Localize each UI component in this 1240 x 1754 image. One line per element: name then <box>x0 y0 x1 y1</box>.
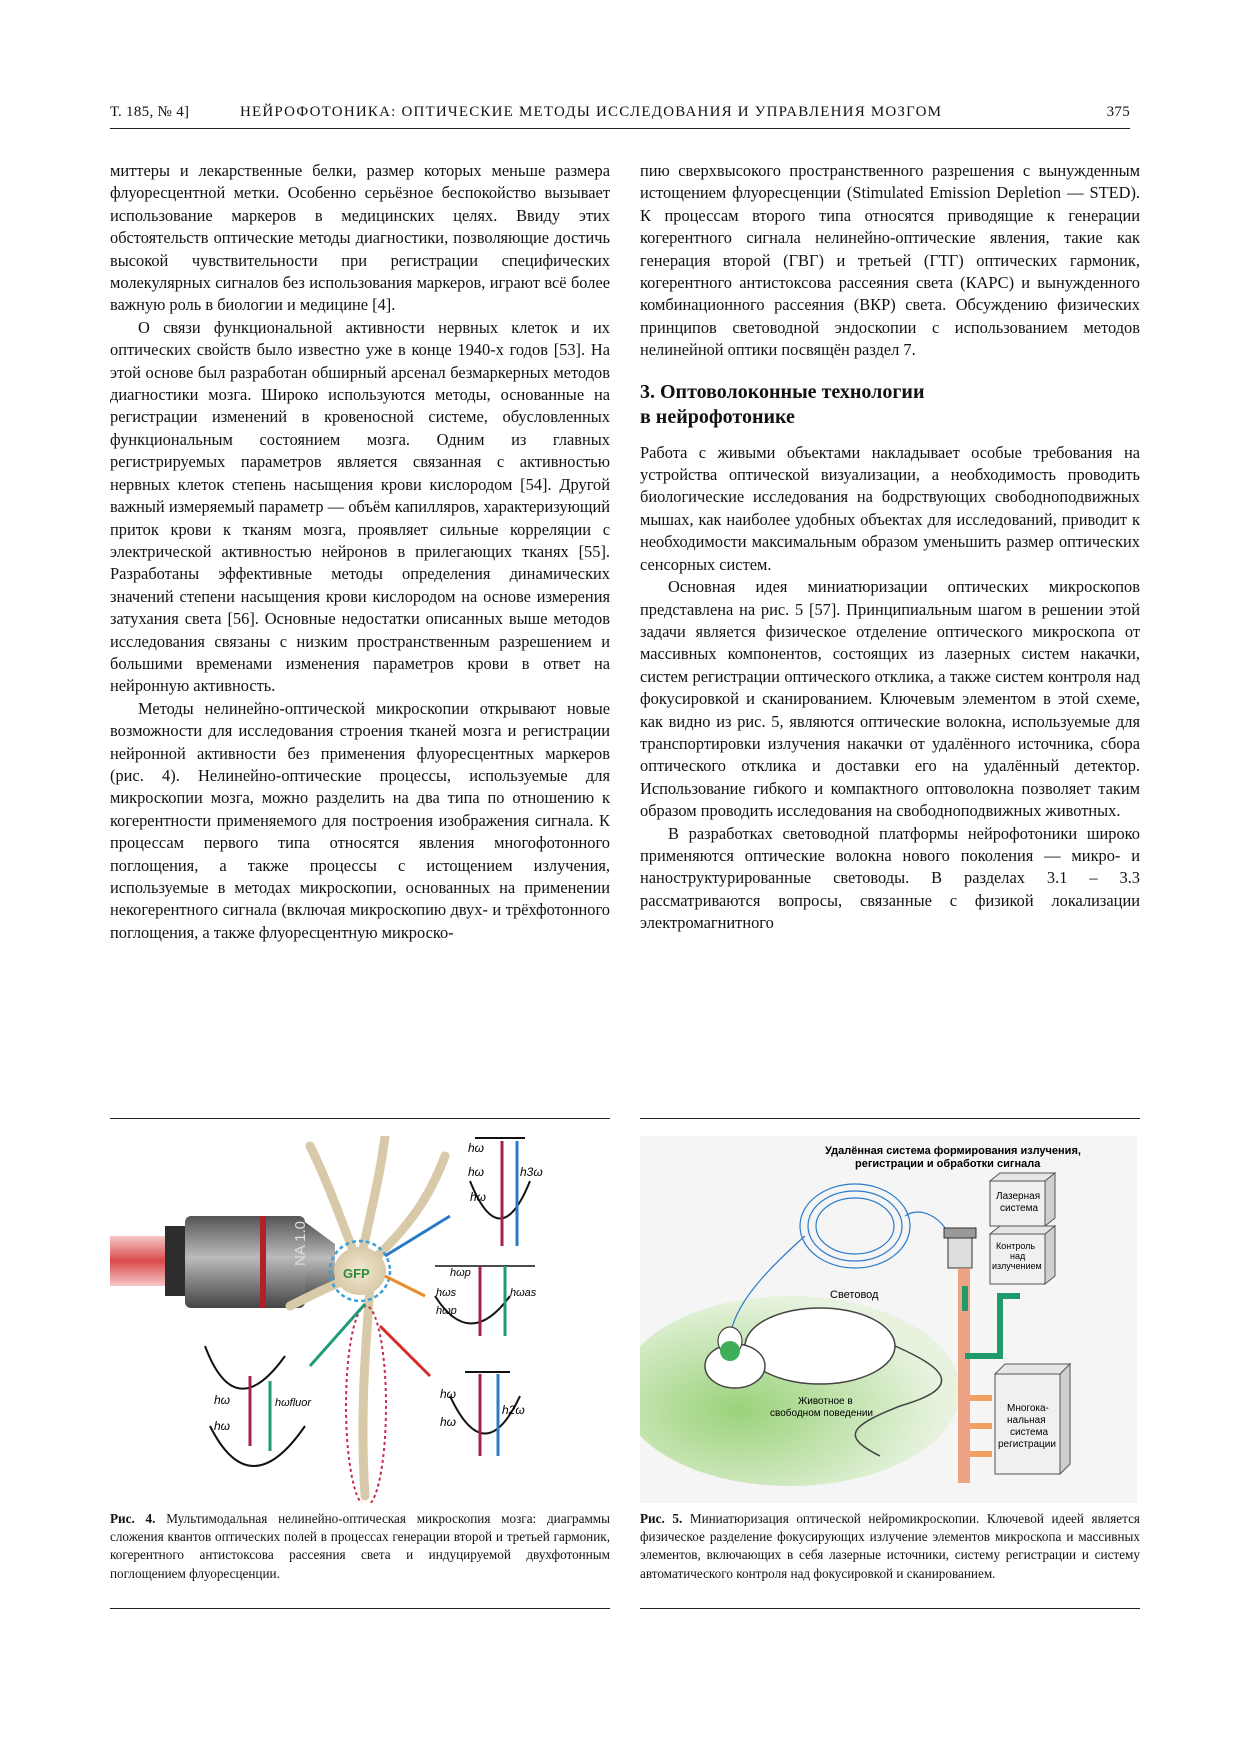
figure-4-caption <box>110 1510 610 1583</box>
paragraph: О связи функциональной активности нервных клеток и их оптических свойств было известно уже в конце 1940-х годов [53]. На этой основе был разработан обширный арсенал безмаркерных методов диагностики мозга. Широко используются методы, основанные на регистрации изменений в кровеносной системе, обусловленных функциональным состоянием мозга. Одним из главных регистрируемых параметров является связанная с активностью нервных клеток степень насыщения крови кислородом [54]. Другой важный измеряемый параметр — объём капилляров, характеризующий приток крови к тканям мозга, проявляет сильные корреляции с электрической активностью нейронов в прилегающих тканях [55]. Разработаны эффективные методы определения динамических значений степени насыщения крови кислородом на основе измерения затухания света [56]. Основные недостатки описанных выше методов исследования связаны с низким пространственным разрешением и большими временами изменения параметров крови в ответ на нейронную активность. <box>110 317 610 696</box>
laser-label: система <box>1000 1203 1039 1214</box>
label-hw: hω <box>440 1415 457 1429</box>
caption-text: Мультимодальная нелинейно-оптическая микроскопия мозга: диаграммы сложения квантов оптических полей в процессах генерации второй и третьей гармоник, когерентного антистоксова рассеяния света и индуцируемой двухфотонным поглощением флуоресценции. <box>110 1511 610 1581</box>
control-label: излучением <box>992 1261 1042 1271</box>
fluorescence-energy-diagram <box>205 1346 312 1466</box>
label-hws: hωs <box>436 1287 457 1299</box>
multichannel-detection-box <box>995 1364 1070 1474</box>
label-hw: hω <box>468 1141 485 1155</box>
label-hw: hω <box>470 1190 487 1204</box>
label-hwfluor: hωfluor <box>275 1397 312 1409</box>
paragraph: В разработках световодной платформы нейрофотоники широко применяются оптические волокна нового поколения — микро- и наноструктурированные световоды. В разделах 3.1 – 3.3 рассматриваются вопросы, связанные с физикой локализации электромагнитного <box>640 823 1140 933</box>
animal-label: Животное в <box>798 1396 853 1407</box>
label-hw: hω <box>214 1419 231 1433</box>
section-heading-line: 3. Оптоволоконные технологии <box>640 380 925 403</box>
detection-label: нальная <box>1007 1415 1046 1426</box>
caption-label: Рис. 5. <box>640 1511 683 1526</box>
section-heading-line: в нейрофотонике <box>640 405 795 428</box>
caption-text: Миниатюризация оптической нейромикроскопии. Ключевой идеей является физическое разделение фокусирующих излучение элементов микроскопа и массивных элементов, включающих в себя лазерные источники, систему регистрации и систему автоматического контроля над фокусировкой и сканированием. <box>640 1511 1140 1581</box>
label-h3w: h3ω <box>520 1165 543 1179</box>
detection-label: система <box>1010 1427 1049 1438</box>
caption-label: Рис. 4. <box>110 1511 156 1526</box>
control-label: над <box>1010 1251 1026 1261</box>
laser-system-box <box>990 1173 1055 1226</box>
control-box <box>990 1226 1055 1284</box>
section-heading <box>640 380 1140 430</box>
caption-rule <box>110 1608 610 1609</box>
paragraph: Основная идея миниатюризации оптических микроскопов представлена на рис. 5 [57]. Принципиальным шагом в решении этой задачи является физическое отделение оптического микроскопа от массивных компонентов, состоящих из лазерных систем накачки, систем регистрации оптического отклика, а также систем контроля над фокусировкой и сканированием. Ключевым элементом в этой схеме, как видно из рис. 5, являются оптические волокна, используемые для транспортировки излучения накачки от удалённого источника, сбора оптического отклика и доставки его на удалённый детектор. Использование гибкого и компактного оптоволокна позволяет таким образом проводить исследования на свободноподвижных животных. <box>640 577 1140 821</box>
figure-rule <box>640 1118 1140 1119</box>
shg-energy-diagram <box>440 1372 525 1456</box>
paragraph: пию сверхвысокого пространственного разрешения с вынужденным истощением флуоресценции (Stimulated Emission Depletion — STED). К процессам второго типа относятся приводящие к генерации когерентного сигнала нелинейно-оптические явления, такие как генерация второй (ГВГ) и третьей (ГТГ) оптических гармоник, когерентного антистоксова рассеяния света (КАРС) и вынужденного комбинационного рассеяния (ВКР) света. Обсуждению физических принципов световодной эндоскопии с использованием методов нелинейной оптики посвящён раздел 7. <box>640 161 1140 360</box>
cars-energy-diagram <box>435 1266 537 1336</box>
detection-label: регистрации <box>998 1439 1056 1450</box>
gfp-label: GFP <box>343 1266 370 1281</box>
cars-arrow <box>385 1276 425 1296</box>
paragraph: Работа с живыми объектами накладывает особые требования на устройства оптической визуализации, а необходимость проводить биологические исследования на бодрствующих свободноподвижных мышах, как наиболее удобных объектах для исследований, приводит к необходимости максимальным образом уменьшить размер оптических сенсорных систем. <box>640 442 1140 574</box>
figure-4 <box>110 1136 610 1503</box>
laser-label: Лазерная <box>996 1191 1041 1202</box>
animal-label: свободном поведении <box>770 1408 874 1419</box>
fluor-arrow <box>310 1304 365 1366</box>
label-hwp: hωp <box>436 1305 457 1317</box>
header-rule <box>110 128 1130 129</box>
page-number: 375 <box>1106 104 1130 120</box>
label-hwp: hωp <box>450 1267 471 1279</box>
figure-5-title: Удалённая система формирования излучения, <box>825 1145 1081 1157</box>
shg-arrow <box>380 1326 430 1376</box>
figure-5-caption <box>640 1510 1140 1583</box>
microscope-objective <box>944 1228 976 1268</box>
detection-label: Многока- <box>1007 1403 1049 1414</box>
paragraph: миттеры и лекарственные белки, размер которых меньше размера флуоресцентной метки. Особенно серьёзное беспокойство вызывает использование маркеров в медицинских целях. Ввиду этих обстоятельств оптические методы диагностики, позволяющие достичь высокой чувствительности при регистрации специфических молекулярных сигналов без использования маркеров, играют всё более важную роль в биологии и медицине [4]. <box>110 161 610 315</box>
figure-5-title: регистрации и обработки сигнала <box>855 1158 1041 1170</box>
control-label: Контроль <box>996 1241 1036 1251</box>
fiber-label: Световод <box>830 1289 879 1301</box>
running-title: НЕЙРОФОТОНИКА: ОПТИЧЕСКИЕ МЕТОДЫ ИССЛЕДОВАНИЯ И УПРАВЛЕНИЯ МОЗГОМ <box>240 104 943 120</box>
right-column <box>640 160 1140 935</box>
figure-4-diagram <box>110 1136 610 1503</box>
objective-na-label: NA 1.0 <box>292 1220 309 1266</box>
journal-volume: Т. 185, № 4] <box>110 104 190 120</box>
thg-energy-diagram <box>468 1138 543 1246</box>
figure-5 <box>640 1136 1137 1503</box>
label-h2w: h2ω <box>502 1403 525 1417</box>
figure-rule <box>110 1118 610 1119</box>
neuron-illustration <box>290 1136 445 1503</box>
label-hwas: hωas <box>510 1287 537 1299</box>
label-hw: hω <box>214 1393 231 1407</box>
label-hw: hω <box>440 1387 457 1401</box>
figure-5-diagram <box>640 1136 1137 1503</box>
caption-rule <box>640 1608 1140 1609</box>
label-hw: hω <box>468 1165 485 1179</box>
paragraph: Методы нелинейно-оптической микроскопии открывают новые возможности для исследования строения тканей мозга и регистрации нейронной активности без применения флуоресцентных маркеров (рис. 4). Нелинейно-оптические процессы, используемые для микроскопии мозга, можно разделить на два типа по отношению к когерентности применяемого для построения изображения сигнала. К процессам первого типа относятся явления многофотонного поглощения, а также процессы с истощением излучения, используемые в методах микроскопии, основанных на применении некогерентного сигнала (включая микроскопию двух- и трёхфотонного поглощения, а также флуоресцентную микроско- <box>110 698 610 942</box>
left-column <box>110 160 610 944</box>
